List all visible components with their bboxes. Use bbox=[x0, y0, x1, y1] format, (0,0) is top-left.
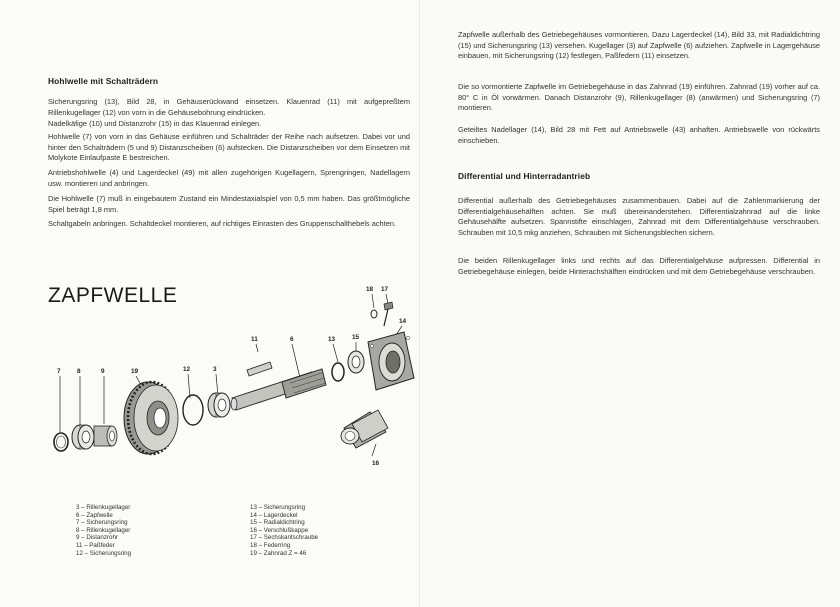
legend-item: 9 – Distanzrohr bbox=[76, 534, 118, 542]
legend-item: 11 – Paßfeder bbox=[76, 541, 115, 549]
paragraph: Die beiden Rillenkugellager links und rechts auf das Differentialgehäuse aufpressen. Differential in Getriebegehäuse einlegen, beide Hinterachshälften eindrücken und mit dem Getriebegehäuse verschrauben. bbox=[458, 256, 820, 276]
paragraph: Sicherungsring (13), Bild 28, in Gehäuserückwand einsetzen. Klauenrad (11) mit aufgepreßtem Rillenkugellager (12) von vorn in die Gehäusebohrung eindrücken. bbox=[48, 97, 410, 117]
callout-15: 15 bbox=[352, 334, 360, 341]
callout-19: 19 bbox=[131, 368, 139, 375]
legend-item: 8 – Rillenkugellager bbox=[76, 526, 131, 534]
callout-8: 8 bbox=[77, 368, 81, 375]
paragraph: Schaltgabeln anbringen. Schaltdeckel montieren, auf richtiges Einrasten des Gruppenschalthebels achten. bbox=[48, 219, 396, 228]
legend-item: 15 – Radialdichtring bbox=[250, 519, 305, 527]
callout-13: 13 bbox=[328, 336, 336, 343]
legend-item: 16 – Verschlußkappe bbox=[250, 526, 309, 534]
paragraph: Die so vormontierte Zapfwelle im Getriebegehäuse in das Zahnrad (19) einführen. Zahnrad (19) vorher auf ca. 80° C in Öl vorwärmen. Danach Distanzrohr (9), Rillenkugellager (8) (anwärmen) und Sicherungsring (7) montieren. bbox=[458, 82, 820, 113]
legend-item: 17 – Sechskantschraube bbox=[250, 534, 319, 542]
diagram-title: ZAPFWELLE bbox=[48, 284, 178, 307]
legend-item: 18 – Federring bbox=[250, 541, 291, 549]
parts-legend-right bbox=[250, 504, 318, 557]
legend-item: 12 – Sicherungsring bbox=[76, 549, 132, 557]
paragraph: Die Hohlwelle (7) muß in eingebautem Zustand ein Mindestaxialspiel von 0,5 mm haben. Das größtmögliche Spiel beträgt 1,8 mm. bbox=[48, 194, 410, 214]
paragraph: Zapfwelle außerhalb des Getriebegehäuses vormontieren. Dazu Lagerdeckel (14), Bild 33, mit Radialdichtring (15) und Sicherungsring (13) versehen. Kugellager (3) auf Zapfwelle (6) aufziehen. Zapfwelle in Lagergehäuse einbauen, mit Sicherungsring (12) festlegen, Paßfedern (11) einsetzen. bbox=[458, 30, 820, 61]
section-heading-hohlwelle: Hohlwelle mit Schalträdern bbox=[48, 76, 159, 86]
callout-16: 16 bbox=[372, 460, 380, 467]
right-page bbox=[420, 0, 840, 607]
paragraph: Hohlwelle (7) von vorn in das Gehäuse einführen und Schalträder der Reihe nach aufsetzen. Dabei vor und hinter den Schalträdern (5 und 9) Distanzscheiben (6) aufstecken. Die Distanzscheiben vor dem Einsetzen mit Molykote Einlaufpaste E bestreichen. bbox=[48, 132, 410, 163]
callout-3: 3 bbox=[213, 366, 217, 373]
callout-6: 6 bbox=[290, 336, 294, 343]
paragraph: Antriebshohlwelle (4) und Lagerdeckel (49) mit allen zugehörigen Kugellagern, Sprengringen, Nadellagern usw. montieren und anbringen. bbox=[48, 168, 410, 188]
callout-7: 7 bbox=[57, 368, 61, 375]
paragraph: Geteiltes Nadellager (14), Bild 28 mit Fett auf Antriebswelle (43) anhaften. Antriebswelle von rückwärts einschieben. bbox=[458, 125, 820, 145]
legend-item: 13 – Sicherungsring bbox=[250, 504, 306, 511]
paragraph: Differential außerhalb des Getriebegehäuses zusammenbauen. Dabei auf die Zahlenmarkierung der Differentialgehäusehälften achten. Sie muß übereinanderstehen. Differentialzahnrad auf die linke Gehäusehälfte aufsetzen. Spannstifte einschlagen, Zahnrad mit dem Differentialgehäuse verschrauben. Schrauben mit 10,5 mkg anziehen, Schrauben mit Sicherungsblechen sichern. bbox=[458, 196, 820, 237]
callout-14: 14 bbox=[399, 318, 407, 325]
callout-11: 11 bbox=[251, 336, 258, 343]
callout-9: 9 bbox=[101, 368, 105, 375]
legend-item: 3 – Rillenkugellager bbox=[76, 504, 131, 511]
callout-12: 12 bbox=[183, 366, 191, 373]
legend-item: 6 – Zapfwelle bbox=[76, 511, 113, 519]
paragraph: Nadelkäfige (10) und Distanzrohr (15) in das Klauenrad einlegen. bbox=[48, 119, 262, 128]
callout-18: 18 bbox=[366, 286, 374, 293]
section-heading-differential: Differential und Hinterradantrieb bbox=[458, 171, 591, 181]
legend-item: 7 – Sicherungsring bbox=[76, 519, 128, 527]
parts-legend-left bbox=[76, 504, 131, 557]
callout-17: 17 bbox=[381, 286, 389, 293]
legend-item: 14 – Lagerdeckel bbox=[250, 511, 298, 519]
legend-item: 19 – Zahnrad Z = 46 bbox=[250, 549, 307, 557]
